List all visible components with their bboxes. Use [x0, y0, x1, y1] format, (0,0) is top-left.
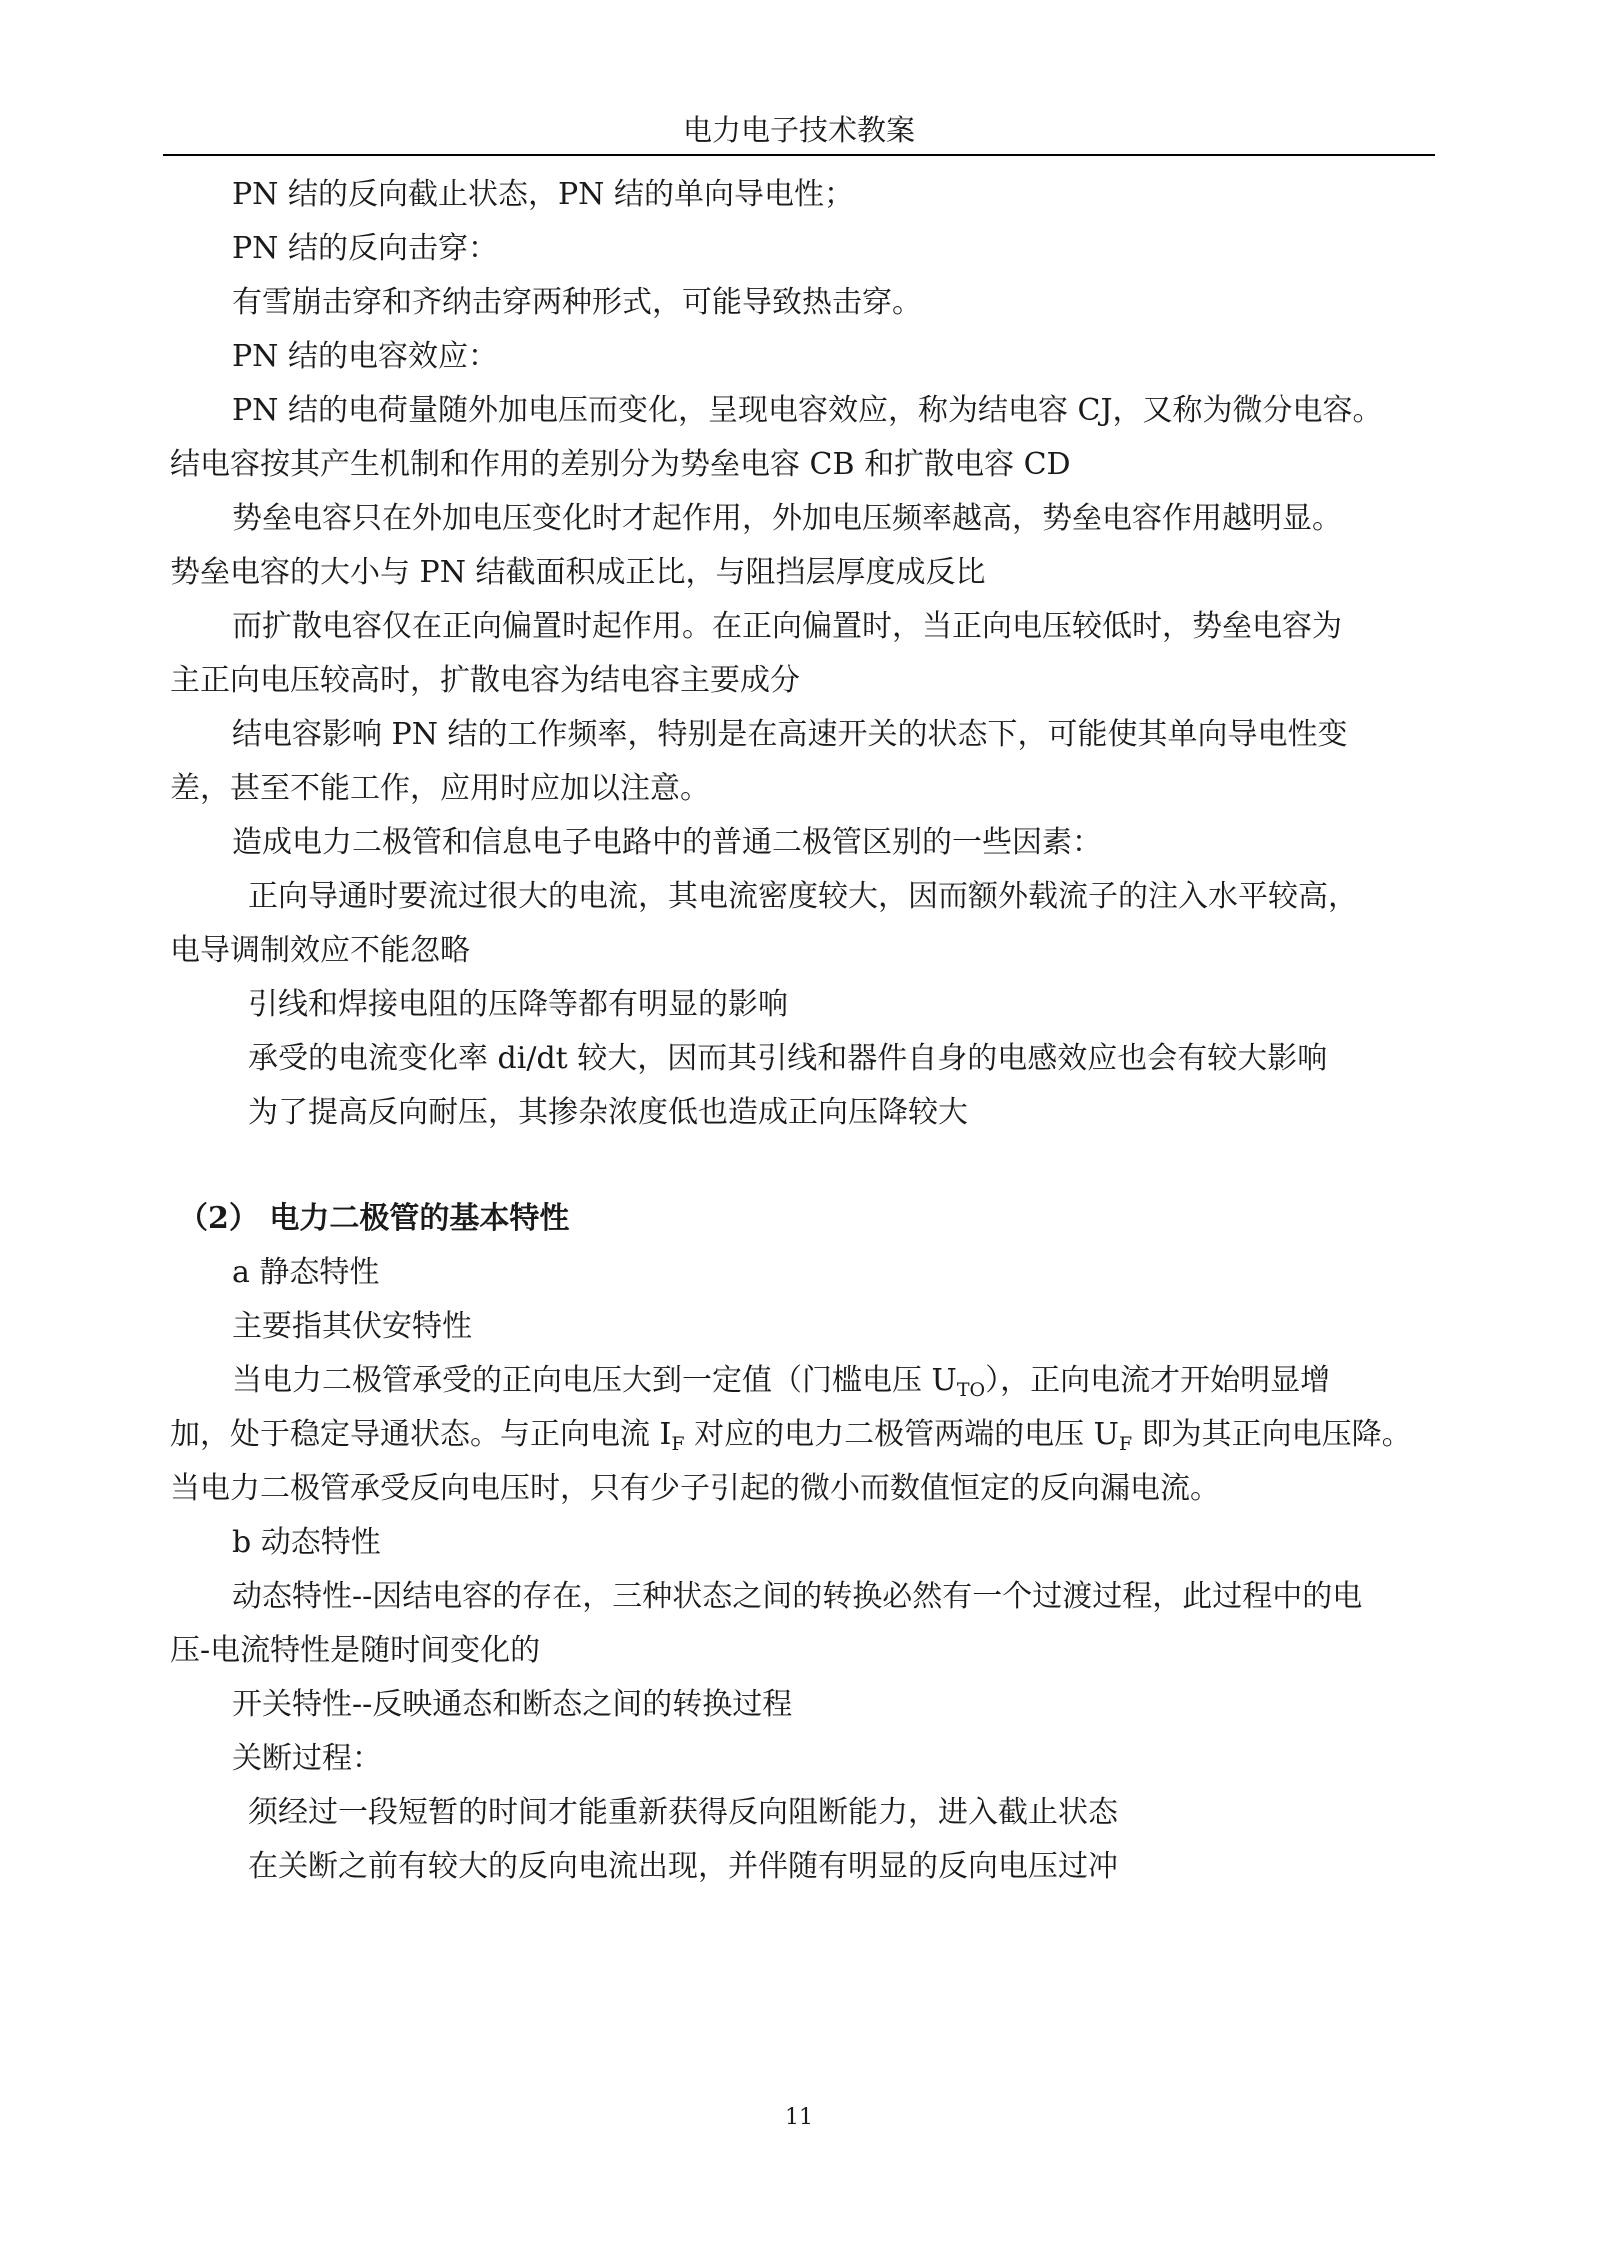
body-line: 引线和焊接电阻的压降等都有明显的影响: [248, 987, 788, 1022]
body-line: 为了提高反向耐压，其掺杂浓度低也造成正向压降较大: [248, 1095, 968, 1130]
body-line: [232, 1362, 1330, 1400]
body-line: [170, 1416, 1412, 1454]
body-line: 主要指其伏安特性: [232, 1309, 472, 1344]
subscript: F: [671, 1433, 685, 1455]
subscript: TO: [956, 1379, 986, 1401]
body-line: 承受的电流变化率 di/dt 较大，因而其引线和器件自身的电感效应也会有较大影响: [248, 1041, 1328, 1076]
body-line: 正向导通时要流过很大的电流，其电流密度较大，因而额外载流子的注入水平较高，: [248, 879, 1358, 914]
body-line: 开关特性--反映通态和断态之间的转换过程: [232, 1687, 793, 1722]
text-run: 加，处于稳定导通状态。与正向电流 I: [170, 1417, 672, 1452]
static-characteristics-title: a 静态特性: [232, 1255, 380, 1290]
body-line: 压-电流特性是随时间变化的: [170, 1633, 541, 1668]
body-line: 结电容影响 PN 结的工作频率，特别是在高速开关的状态下，可能使其单向导电性变: [232, 717, 1348, 752]
body-line: 结电容按其产生机制和作用的差别分为势垒电容 CB 和扩散电容 CD: [170, 447, 1071, 482]
body-line: 而扩散电容仅在正向偏置时起作用。在正向偏置时，当正向电压较低时，势垒电容为: [232, 609, 1342, 644]
body-line: 势垒电容只在外加电压变化时才起作用，外加电压频率越高，势垒电容作用越明显。: [232, 501, 1342, 536]
body-line: 主正向电压较高时，扩散电容为结电容主要成分: [170, 663, 800, 698]
body-line: 有雪崩击穿和齐纳击穿两种形式，可能导致热击穿。: [232, 285, 922, 320]
subscript: F: [1118, 1433, 1133, 1455]
body-line: PN 结的电荷量随外加电压而变化，呈现电容效应，称为结电容 CJ，又称为微分电容。: [232, 393, 1383, 428]
header-rule: [163, 154, 1435, 156]
body-line: 电导调制效应不能忽略: [170, 933, 470, 968]
body-line: 当电力二极管承受反向电压时，只有少子引起的微小而数值恒定的反向漏电流。: [170, 1471, 1220, 1506]
page-header-title: 电力电子技术教案: [682, 113, 915, 147]
text-run: 即为其正向电压降。: [1132, 1417, 1412, 1452]
dynamic-characteristics-title: b 动态特性: [232, 1525, 381, 1560]
body-line: 势垒电容的大小与 PN 结截面积成正比，与阻挡层厚度成反比: [170, 555, 986, 590]
body-line: 在关断之前有较大的反向电流出现，并伴随有明显的反向电压过冲: [248, 1849, 1118, 1884]
text-run: 对应的电力二极管两端的电压 U: [684, 1417, 1119, 1452]
page-number: 11: [785, 2105, 813, 2130]
section-heading: （2） 电力二极管的基本特性: [178, 1201, 570, 1236]
body-line: 关断过程：: [232, 1741, 382, 1776]
body-line: PN 结的反向击穿：: [232, 231, 498, 266]
body-line: 须经过一段短暂的时间才能重新获得反向阻断能力，进入截止状态: [248, 1795, 1118, 1830]
body-line: PN 结的反向截止状态，PN 结的单向导电性；: [232, 177, 854, 212]
body-line: 动态特性--因结电容的存在，三种状态之间的转换必然有一个过渡过程，此过程中的电: [232, 1579, 1363, 1614]
body-line: 造成电力二极管和信息电子电路中的普通二极管区别的一些因素：: [232, 825, 1102, 860]
body-line: 差，甚至不能工作，应用时应加以注意。: [170, 771, 710, 806]
body-line: PN 结的电容效应：: [232, 339, 498, 374]
text-run: 当电力二极管承受的正向电压大到一定值（门槛电压 U: [232, 1363, 957, 1398]
text-run: ），正向电流才开始明显增: [985, 1363, 1331, 1398]
